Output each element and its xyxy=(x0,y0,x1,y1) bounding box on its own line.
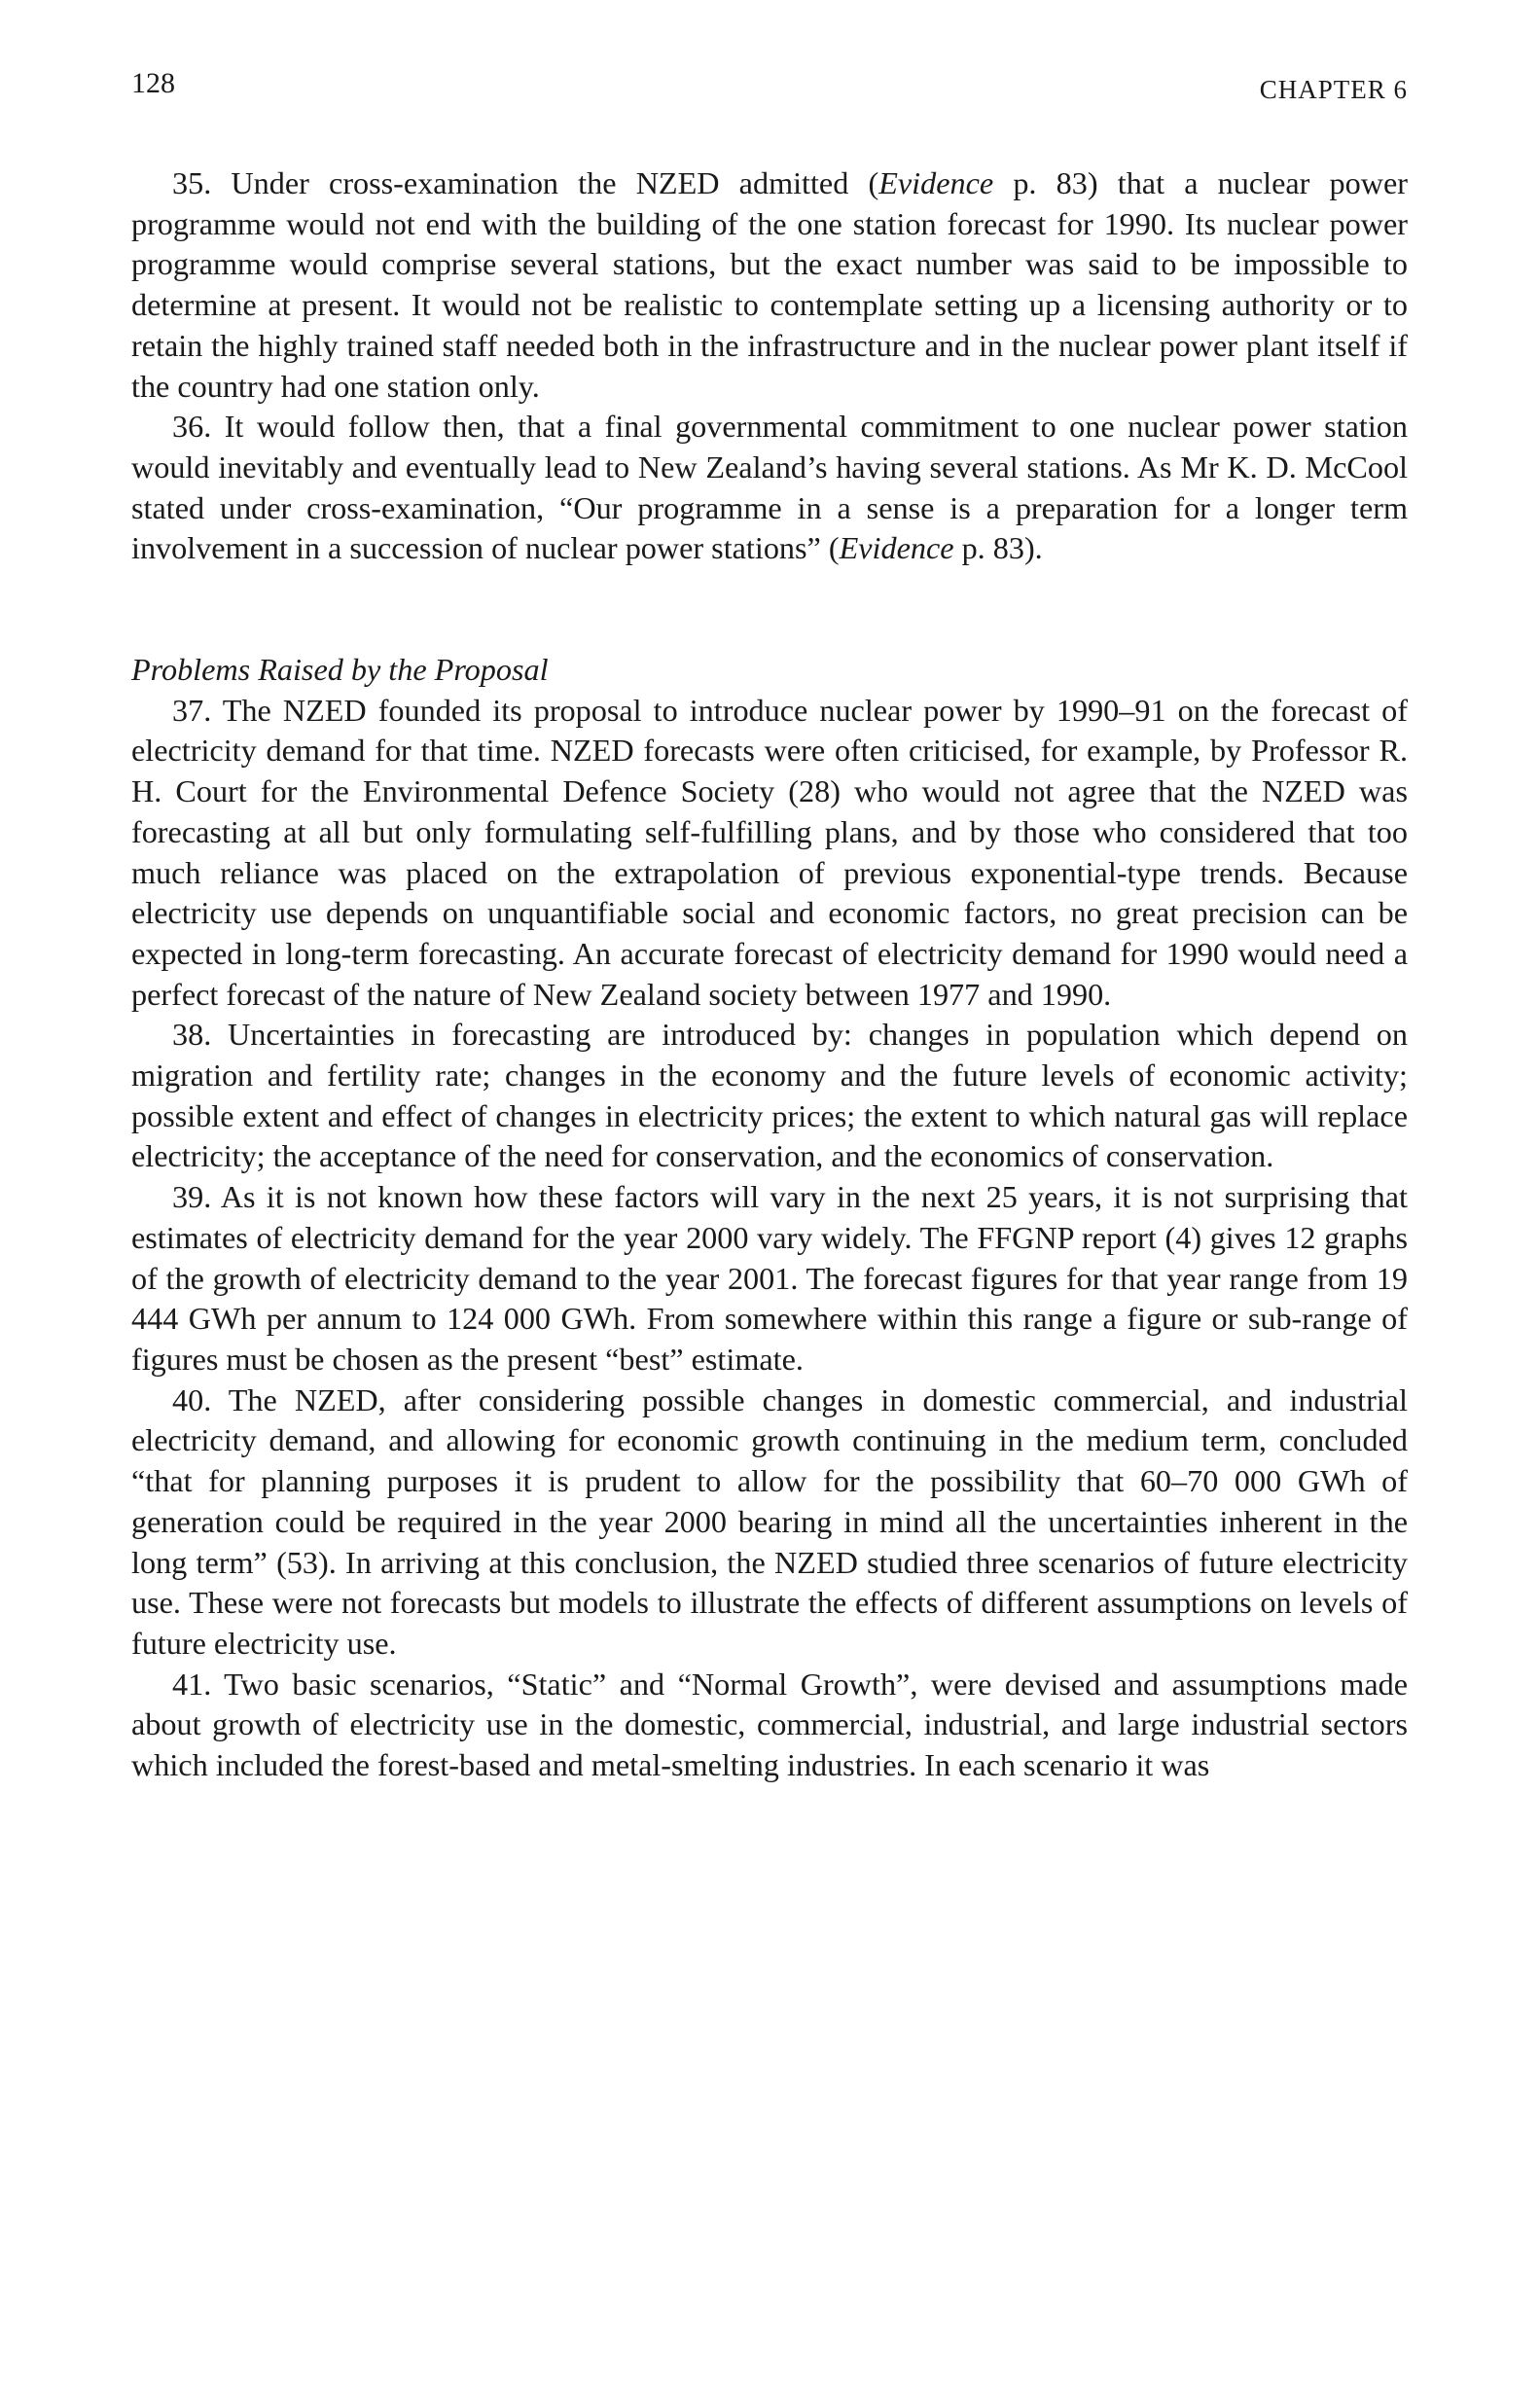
paragraph-41: 41. Two basic scenarios, “Static” and “Normal Growth”, were devised and assumptions made about growth of electricity use in the domestic, commercial, industrial, and large industrial sectors which included the forest-based and metal-smelting industries. In each scenario it was xyxy=(131,1666,1408,1783)
chapter-label: CHAPTER 6 xyxy=(1259,75,1408,104)
page-number: 128 xyxy=(131,67,175,99)
paragraph-36-text: 36. It would follow then, that a final governmental commitment to one nuclear power station would inevitably and eventually lead to New Zealand’s having several stations. As Mr K. D. McCool stated under cross-examination, “Our programme in a sense is a preparation for a longer term involvement in a succession of nuclear power stations” ( xyxy=(131,409,1408,566)
evidence-citation: Evidence xyxy=(839,530,954,566)
section-heading: Problems Raised by the Proposal xyxy=(131,652,549,688)
paragraph-35 xyxy=(131,163,1408,407)
paragraph-40: 40. The NZED, after considering possible changes in domestic commercial, and industrial electricity demand, and allowing for economic growth continuing in the medium term, concluded “that for planning purposes it is prudent to allow for the possibility that 60–70 000 GWh of generation could be required in the year 2000 bearing in mind all the uncertainties inherent in the long term” (53). In arriving at this conclusion, the NZED studied three scenarios of future electricity use. These were not forecasts but models to illustrate the effects of different assumptions on levels of future electricity use. xyxy=(131,1381,1408,1661)
body-text xyxy=(131,163,1408,1786)
evidence-citation: Evidence xyxy=(878,165,994,200)
running-head xyxy=(131,64,1408,103)
paragraph-35-text-cont: p. 83) that a nuclear power programme would not end with the building of the one station forecast for 1990. Its nuclear power programme would comprise several stations, but the exact number was said to be impossible to determine at present. It would not be realistic to contemplate setting up a licensing authority or to retain the highly trained staff needed both in the infrastructure and in the nuclear power plant itself if the country had one station only. xyxy=(131,165,1408,404)
paragraph-36 xyxy=(131,407,1408,569)
paragraph-35-text: 35. Under cross-examination the NZED admitted ( xyxy=(172,165,879,200)
paragraph-38: 38. Uncertainties in forecasting are introduced by: changes in population which depend on migration and fertility rate; changes in the economy and the future levels of economic activity; possible extent and effect of changes in electricity prices; the extent to which natural gas will replace electricity; the acceptance of the need for conservation, and the economics of conservation. xyxy=(131,1017,1408,1174)
paragraph-36-text-cont: p. 83). xyxy=(953,530,1043,566)
paragraph-39: 39. As it is not known how these factors will vary in the next 25 years, it is not surprising that estimates of electricity demand for the year 2000 vary widely. The FFGNP report (4) gives 12 graphs of the growth of electricity demand to the year 2001. The forecast figures for that year range from 19 444 GWh per annum to 124 000 GWh. From somewhere within this range a figure or sub-range of figures must be chosen as the present “best” estimate. xyxy=(131,1179,1408,1377)
paragraph-37: 37. The NZED founded its proposal to introduce nuclear power by 1990–91 on the forecast of electricity demand for that time. NZED forecasts were often criticised, for example, by Professor R. H. Court for the Environmental Defence Society (28) who would not agree that the NZED was forecasting at all but only formulating self-fulfilling plans, and by those who considered that too much reliance was placed on the extrapolation of previous exponential-type trends. Because electricity use depends on unquantifiable social and economic factors, no great precision can be expected in long-term forecasting. An accurate forecast of electricity demand for 1990 would need a perfect forecast of the nature of New Zealand society between 1977 and 1990. xyxy=(131,692,1408,1012)
